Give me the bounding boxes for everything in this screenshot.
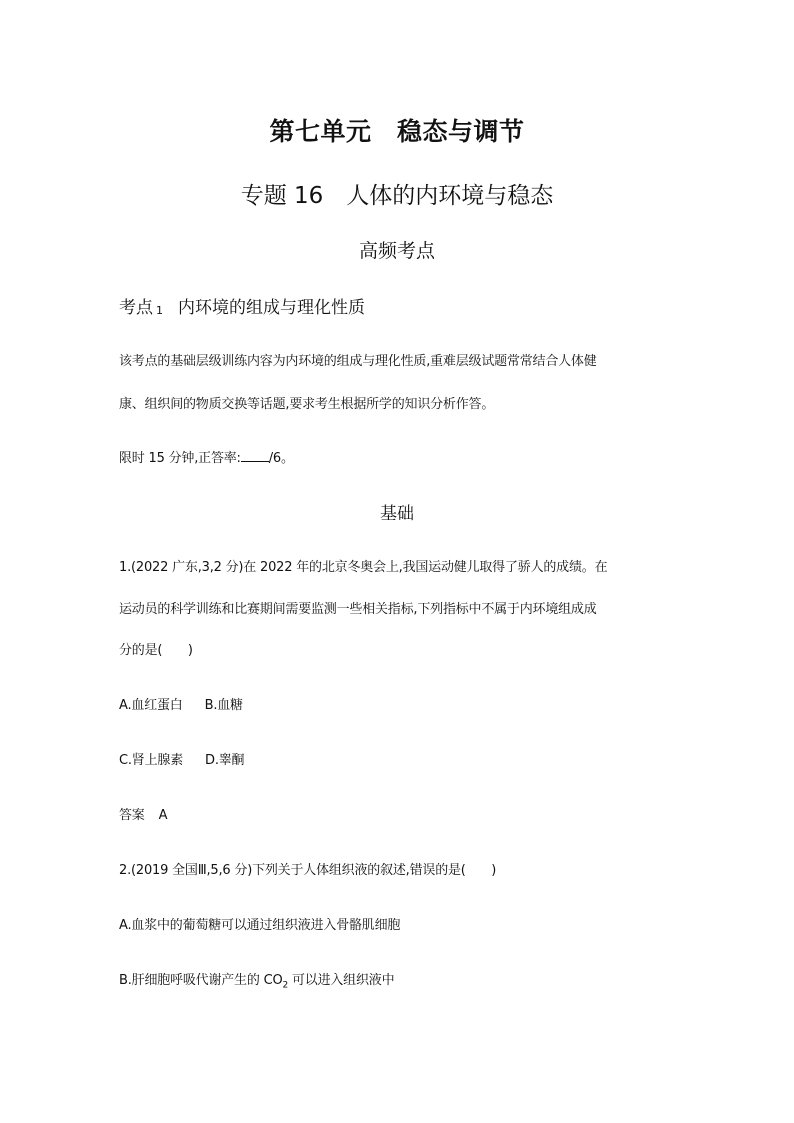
q1-option-d: D.睾酮 — [205, 753, 245, 768]
q1-answer — [119, 804, 167, 823]
kaodian-title: 内环境的组成与理化性质 — [178, 298, 365, 318]
q2-option-b — [119, 969, 394, 991]
intro-line-1: 该考点的基础层级训练内容为内环境的组成与理化性质,重难层级试题常常结合人体健 — [119, 354, 597, 369]
time-limit-suffix: /6。 — [268, 451, 294, 466]
q1-options-ab — [119, 694, 243, 713]
kaodian-heading — [119, 293, 365, 318]
q2-option-b-text: B.肝细胞呼吸代谢产生的 CO — [119, 973, 283, 988]
unit-title: 第七单元 稳态与调节 — [269, 117, 525, 146]
time-limit-text: 限时 15 分钟,正答率: — [119, 451, 241, 466]
kaodian-label: 考点 — [119, 298, 153, 318]
time-limit — [119, 447, 294, 466]
q2-option-b-tail: 可以进入组织液中 — [288, 973, 395, 988]
q1-line-2: 运动员的科学训练和比赛期间需要监测一些相关指标,下列指标中不属于内环境组成成 — [119, 602, 597, 617]
q1-options-cd — [119, 749, 244, 768]
co2-subscript: 2 — [282, 980, 289, 991]
q2-stem: 2.(2019 全国Ⅲ,5,6 分)下列关于人体组织液的叙述,错误的是( ) — [119, 863, 497, 878]
section-title: 高频考点 — [358, 240, 435, 262]
q1-option-c: C.肾上腺素 — [119, 753, 184, 768]
topic-title: 专题 16 人体的内环境与稳态 — [240, 183, 554, 209]
q1-option-a: A.血红蛋白 — [119, 698, 183, 713]
answer-value: A — [158, 808, 168, 823]
q1-line-3: 分的是( ) — [119, 643, 193, 658]
q1-line-1: 1.(2022 广东,3,2 分)在 2022 年的北京冬奥会上,我国运动健儿取得了骄人的成绩。在 — [119, 560, 608, 575]
answer-label: 答案 — [119, 808, 145, 823]
score-blank — [241, 449, 269, 462]
kaodian-index: 1 — [156, 304, 163, 317]
intro-line-2: 康、组织间的物质交换等话题,要求考生根据所学的知识分析作答。 — [119, 397, 495, 412]
level-heading: 基础 — [380, 504, 414, 524]
q2-option-a: A.血浆中的葡萄糖可以通过组织液进入骨骼肌细胞 — [119, 918, 401, 933]
q1-option-b: B.血糖 — [204, 698, 243, 713]
